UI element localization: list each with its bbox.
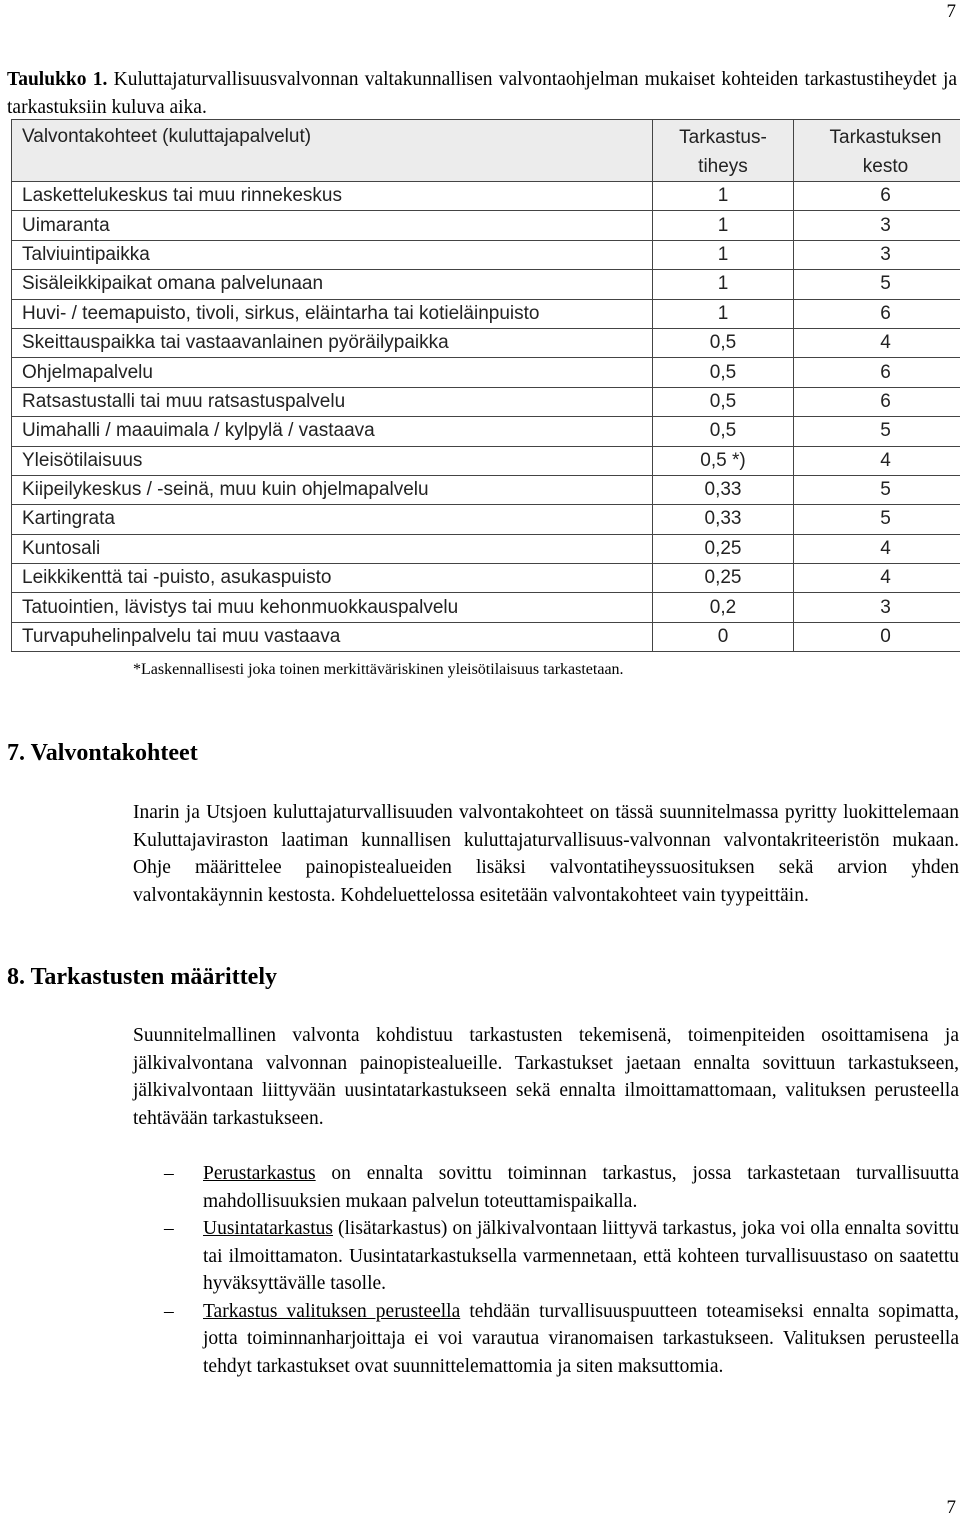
cell-target: Talviuintipaikka — [12, 240, 653, 269]
cell-target: Skeittauspaikka tai vastaavanlainen pyöräilypaikka — [12, 328, 653, 357]
cell-target: Leikkikenttä tai -puisto, asukaspuisto — [12, 564, 653, 593]
dash-bullet-icon: – — [164, 1218, 174, 1239]
table-row — [12, 270, 960, 299]
cell-target: Turvapuhelinpalvelu tai muu vastaava — [12, 622, 653, 651]
cell-target: Yleisötilaisuus — [12, 446, 653, 475]
section-7-paragraph: Inarin ja Utsjoen kuluttajaturvallisuuden valvontakohteet on tässä suunnitelmassa pyritty luokittelemaan Kuluttajaviraston laatiman kunnallisen kuluttajaturvallisuus-valvonnan valvontakriteeristön mukaan. Ohje määrittelee painopistealueiden lisäksi valvontatiheyssuosituksen sekä arvion yhden valvontakäynnin kestosta. Kohdeluettelossa esitetään valvontakohteet vain tyypeittäin. — [133, 802, 959, 906]
cell-frequency: 0,5 — [653, 358, 794, 387]
cell-duration: 3 — [794, 211, 960, 240]
cell-duration: 5 — [794, 475, 960, 504]
table-row — [12, 387, 960, 416]
cell-duration: 6 — [794, 358, 960, 387]
cell-target: Ohjelmapalvelu — [12, 358, 653, 387]
table-caption — [7, 66, 957, 122]
cell-target: Kuntosali — [12, 534, 653, 563]
table-row — [12, 358, 960, 387]
cell-frequency: 0,5 — [653, 387, 794, 416]
page-number-top: 7 — [946, 1, 956, 22]
cell-target: Ratsastustalli tai muu ratsastuspalvelu — [12, 387, 653, 416]
list-item-text: (lisätarkastus) on jälkivalvontaan liittyvä tarkastus, joka voi olla ennalta sovittu tai ilmoittamaton. Uusintatarkastuksella varmennetaan, että kohteen turvallisuustaso on saatettu hyväksyttävälle tasolle. — [203, 1218, 959, 1294]
table-row — [12, 534, 960, 563]
dash-bullet-icon: – — [164, 1163, 174, 1184]
table-row — [12, 593, 960, 622]
table-header-row — [12, 120, 960, 182]
header-targets: Valvontakohteet (kuluttajapalvelut) — [12, 120, 653, 182]
cell-duration: 4 — [794, 446, 960, 475]
cell-frequency: 0,5 — [653, 328, 794, 357]
cell-target: Tatuointien, lävistys tai muu kehonmuokkauspalvelu — [12, 593, 653, 622]
list-item-term: Uusintatarkastus — [203, 1218, 333, 1239]
dash-bullet-icon: – — [164, 1300, 174, 1322]
cell-duration: 4 — [794, 564, 960, 593]
table-row — [12, 240, 960, 269]
inspection-frequency-table — [11, 119, 960, 652]
header-frequency: Tarkastus- tiheys — [653, 120, 794, 182]
cell-duration: 6 — [794, 299, 960, 328]
cell-duration: 5 — [794, 417, 960, 446]
table-row — [12, 475, 960, 504]
cell-target: Kartingrata — [12, 505, 653, 534]
list-item — [133, 1160, 959, 1215]
page-number-bottom: 7 — [946, 1497, 956, 1518]
list-item — [133, 1215, 959, 1298]
table-row — [12, 505, 960, 534]
section-7-heading: 7. Valvontakohteet — [7, 740, 198, 766]
section-8-heading: 8. Tarkastusten määrittely — [7, 964, 277, 990]
inspection-types-list — [133, 1160, 959, 1380]
cell-target: Laskettelukeskus tai muu rinnekeskus — [12, 182, 653, 211]
cell-frequency: 0,25 — [653, 534, 794, 563]
table-footnote: *Laskennallisesti joka toinen merkittäväriskinen yleisötilaisuus tarkastetaan. — [133, 661, 624, 678]
table-row — [12, 211, 960, 240]
cell-duration: 3 — [794, 240, 960, 269]
cell-frequency: 0,2 — [653, 593, 794, 622]
cell-target: Uimaranta — [12, 211, 653, 240]
list-item-text: on ennalta sovittu toiminnan tarkastus, jossa tarkastetaan turvallisuutta mahdollisuuksien mukaan palvelun toteuttamispaikalla. — [203, 1163, 959, 1212]
cell-frequency: 0 — [653, 622, 794, 651]
table-row — [12, 328, 960, 357]
list-item — [133, 1298, 959, 1381]
cell-frequency: 1 — [653, 299, 794, 328]
cell-frequency: 0,5 — [653, 417, 794, 446]
cell-duration: 4 — [794, 328, 960, 357]
header-duration: Tarkastuksen kesto — [794, 120, 960, 182]
cell-duration: 4 — [794, 534, 960, 563]
list-item-text: tehdään turvallisuuspuutteen toteamiseksi ennalta sopimatta, jotta toiminnanharjoittaja ei voi varautua viranomaisen tarkastukseen. Valituksen perusteella tehdyt tarkastukset ovat suunnittelemattomia ja siten maksuttomia. — [203, 1300, 959, 1377]
table-row — [12, 417, 960, 446]
cell-frequency: 0,25 — [653, 564, 794, 593]
cell-target: Huvi- / teemapuisto, tivoli, sirkus, eläintarha tai kotieläinpuisto — [12, 299, 653, 328]
list-item-term: Tarkastus valituksen perusteella — [203, 1300, 461, 1322]
table-row — [12, 622, 960, 651]
cell-target: Sisäleikkipaikat omana palvelunaan — [12, 270, 653, 299]
cell-frequency: 1 — [653, 270, 794, 299]
cell-duration: 0 — [794, 622, 960, 651]
list-item-term: Perustarkastus — [203, 1163, 316, 1184]
section-8-paragraph: Suunnitelmallinen valvonta kohdistuu tarkastusten tekemisenä, toimenpiteiden osoittamisena ja jälkivalvontana valvonnan painopistealueille. Tarkastukset jaetaan ennalta sovittuun tarkastukseen, jälkivalvontaan liittyvään uusintatarkastukseen sekä ennalta ilmoittamattomaan, valituksen perusteella tehtävään tarkastukseen. — [133, 1025, 959, 1129]
cell-frequency: 0,5 *) — [653, 446, 794, 475]
cell-target: Kiipeilykeskus / -seinä, muu kuin ohjelmapalvelu — [12, 475, 653, 504]
cell-frequency: 1 — [653, 182, 794, 211]
table-row — [12, 182, 960, 211]
cell-frequency: 1 — [653, 211, 794, 240]
table-row — [12, 299, 960, 328]
cell-frequency: 1 — [653, 240, 794, 269]
cell-duration: 6 — [794, 387, 960, 416]
cell-duration: 5 — [794, 505, 960, 534]
cell-frequency: 0,33 — [653, 505, 794, 534]
cell-duration: 3 — [794, 593, 960, 622]
cell-frequency: 0,33 — [653, 475, 794, 504]
caption-text: Kuluttajaturvallisuusvalvonnan valtakunnallisen valvontaohjelman mukaiset kohteiden tarkastustiheydet ja tarkastuksiin kuluva aika. — [7, 69, 958, 118]
table-row — [12, 446, 960, 475]
table-row — [12, 564, 960, 593]
caption-label: Taulukko 1. — [7, 69, 108, 90]
cell-duration: 6 — [794, 182, 960, 211]
cell-target: Uimahalli / maauimala / kylpylä / vastaava — [12, 417, 653, 446]
cell-duration: 5 — [794, 270, 960, 299]
